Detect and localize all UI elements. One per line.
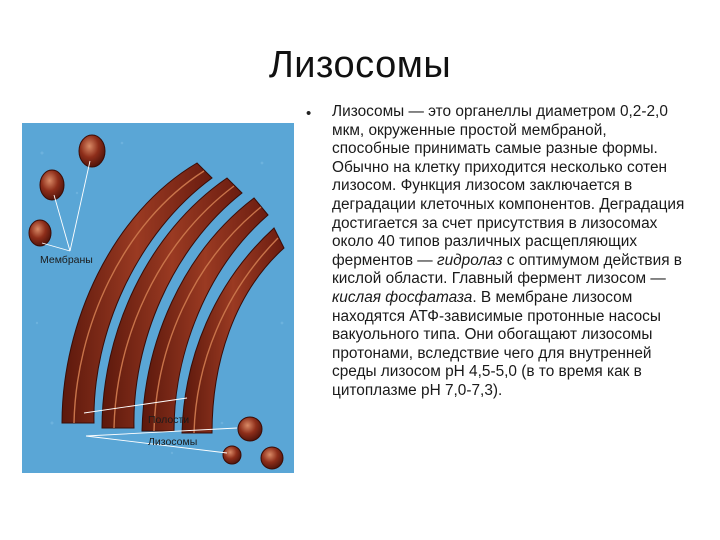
- lysosome-illustration: [22, 123, 294, 473]
- bullet-marker: •: [306, 105, 312, 122]
- text-segment: с оптимумом действия в кислой области. Главный фермент лизосом —: [332, 251, 682, 288]
- label-cavities: Полости: [148, 414, 190, 426]
- text-segment: . В мембране лизосом находятся АТФ-зависимые протонные насосы вакуольного типа. Они обогащают лизосомы протонами, вследствие чего для внутренней среды лизосом pH 4,5-5,0 (в то время как в цитоплазме pH 7,0-7,3).: [332, 288, 661, 399]
- italic-term-acid-phosphatase: кислая фосфатаза: [332, 288, 473, 306]
- label-membranes: Мембраны: [40, 254, 93, 266]
- label-lysosomes: Лизосомы: [148, 436, 198, 448]
- vesicle-bottom-2: [261, 447, 283, 469]
- vesicle-left-1: [29, 220, 51, 246]
- organelle-diagram: [22, 123, 294, 473]
- slide-title: Лизосомы: [268, 44, 452, 86]
- vesicle-top-1: [79, 135, 105, 167]
- vesicle-bottom-1: [238, 417, 262, 441]
- text-segment: Лизосомы — это органеллы диаметром 0,2-2,0 мкм, окруженные простой мембраной, способные принимать самые разные формы. Обычно на клетку приходится несколько сотен лизосом. Функция лизосом заключается в деградации клеточных компонентов. Деградация достигается за счет присутствия в лизосомах около 40 типов различных расщепляющих ферментов —: [332, 103, 685, 269]
- vesicle-bottom-3: [223, 446, 241, 464]
- lysosome-description: [332, 103, 687, 401]
- italic-term-hydrolases: гидролаз: [436, 251, 503, 269]
- vesicle-top-2: [40, 170, 64, 200]
- content-bullet: [303, 103, 703, 401]
